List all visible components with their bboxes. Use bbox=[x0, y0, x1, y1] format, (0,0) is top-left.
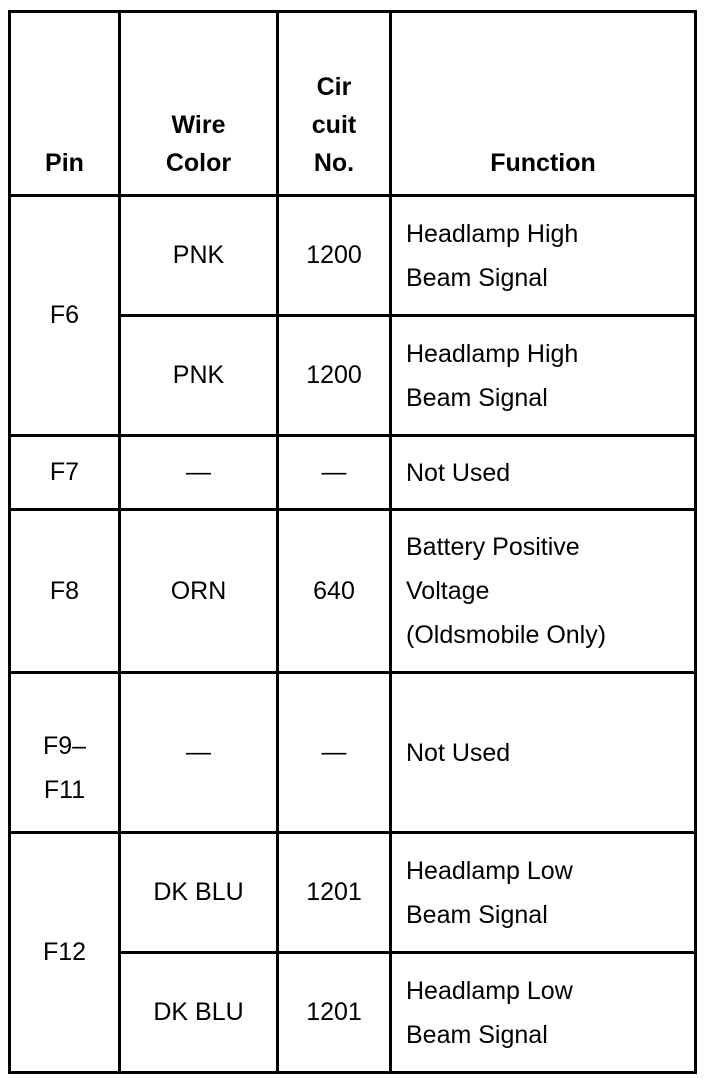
circuit-cell: — bbox=[278, 673, 391, 833]
header-row bbox=[10, 12, 696, 196]
circuit-cell: 640 bbox=[278, 510, 391, 673]
table-row bbox=[10, 673, 696, 833]
circuit-cell: 1201 bbox=[278, 953, 391, 1073]
circuit-cell: — bbox=[278, 436, 391, 510]
wire-color-cell: PNK bbox=[120, 196, 278, 316]
table-row bbox=[10, 196, 696, 316]
table-row bbox=[10, 833, 696, 953]
wire-color-cell: PNK bbox=[120, 316, 278, 436]
header-circuit-no: Cir cuit No. bbox=[278, 12, 391, 196]
wire-color-cell: ORN bbox=[120, 510, 278, 673]
function-cell: Not Used bbox=[391, 436, 696, 510]
circuit-cell: 1200 bbox=[278, 196, 391, 316]
pin-cell: F6 bbox=[10, 196, 120, 436]
pin-cell: F9– F11 bbox=[10, 673, 120, 833]
function-cell: Headlamp High Beam Signal bbox=[391, 196, 696, 316]
wire-color-cell: DK BLU bbox=[120, 953, 278, 1073]
function-cell: Headlamp Low Beam Signal bbox=[391, 833, 696, 953]
pin-cell: F7 bbox=[10, 436, 120, 510]
header-pin: Pin bbox=[10, 12, 120, 196]
pin-cell: F8 bbox=[10, 510, 120, 673]
header-function: Function bbox=[391, 12, 696, 196]
function-cell: Headlamp High Beam Signal bbox=[391, 316, 696, 436]
table-row bbox=[10, 436, 696, 510]
wire-color-cell: DK BLU bbox=[120, 833, 278, 953]
connector-pinout-table bbox=[8, 10, 697, 1074]
function-cell: Battery Positive Voltage (Oldsmobile Only) bbox=[391, 510, 696, 673]
wire-color-cell: — bbox=[120, 673, 278, 833]
wire-color-cell: — bbox=[120, 436, 278, 510]
circuit-cell: 1200 bbox=[278, 316, 391, 436]
pin-cell: F12 bbox=[10, 833, 120, 1073]
function-cell: Headlamp Low Beam Signal bbox=[391, 953, 696, 1073]
circuit-cell: 1201 bbox=[278, 833, 391, 953]
header-wire-color: Wire Color bbox=[120, 12, 278, 196]
table-row bbox=[10, 510, 696, 673]
function-cell: Not Used bbox=[391, 673, 696, 833]
